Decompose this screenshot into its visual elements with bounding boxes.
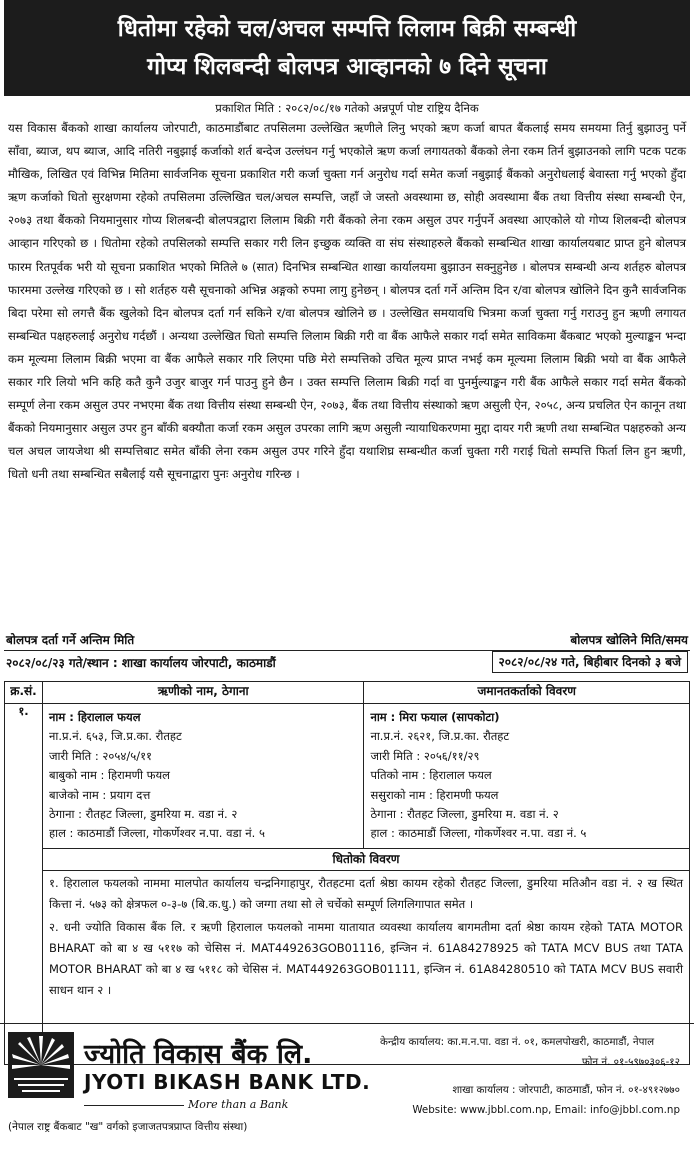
bank-name-nepali: ज्योति विकास बैंक लि. <box>84 1039 313 1070</box>
collateral-item: २. धनी ज्योति विकास बैंक लि. र ऋणी हिरालाल फयलको नाममा यातायात व्यवस्था कार्यालय बागमतीमा दर्ता श्रेष्ठा कायम रहेको TATA MOTOR BHARAT को बा ४ ख ५११७ को चेसिस नं. MAT449263GOB01116, इन्जिन नं. 61A84278925 को TATA MCV BUS तथा TATA MOTOR BHARAT को बा ४ ख ५११८ को चेसिस नं. MAT449263GOB01111, इन्जिन नं. 61A84280510 को TATA MCV BUS सवारी साधन थान २ । <box>49 919 683 997</box>
published-date: प्रकाशित मिति : २०८२/०८/१७ गतेको अन्नपूर्ण पोष्ट राष्ट्रिय दैनिक <box>215 101 479 115</box>
bank-contact <box>380 1032 680 1120</box>
guarantor-line: ना.प्र.नं. २६२१, जि.प्र.का. रौतहट <box>370 729 510 744</box>
bank-name-english: JYOTI BIKASH BANK LTD. <box>84 1070 371 1094</box>
opening-date-value: २०८२/०८/२४ गते, बिहीबार दिनको ३ बजे <box>492 651 689 673</box>
bank-logo <box>8 1032 371 1142</box>
dates-values <box>4 651 690 675</box>
branch-office: शाखा कार्यालय : जोरपाटी, काठमाडौं, फोन नं. ०१-४९१२७७० <box>452 1084 680 1096</box>
borrower-line: बाजेको नाम : प्रयाग दत्त <box>49 787 151 802</box>
guarantor-line: ठेगाना : रौतहट जिल्ला, डुमरिया म. वडा नं. २ <box>370 807 559 822</box>
sn-header: क्र.सं. <box>5 682 43 704</box>
website-email[interactable]: Website: www.jbbl.com.np, Email: info@jbbl.com.np <box>412 1104 680 1116</box>
guarantor-line: पतिको नाम : हिरालाल फयल <box>370 768 492 783</box>
notice-body: यस विकास बैंकको शाखा कार्यालय जोरपाटी, काठमाडौंबाट तपसिलमा उल्लेखित ऋणीले लिनु भएको ऋण कर्जा बापत बैंकलाई समय समयमा तिर्नु बुझाउनु पर्ने साँवा, ब्याज, थप ब्याज, आदि नतिरी नबुझाई कर्जाको शर्त बन्देज उल्लंघन गर्नु भएकोले ऋण कर्जा लगायतको बैंकको लेना रकम तिर्न बुझाउनको लागि पटक पटक मौखिक, लिखित एवं विभिन्न मितिमा सार्वजनिक सूचना प्रकाशित गरी कर्जा चुक्ता गर्न अनुरोध गर्दा समेत कर्जा नबुझाई बैंकको अनुरोधलाई बेवास्ता गर्नु भएको हुँदा ऋण कर्जाको धितो सुरक्षणमा रहेको तपसिलमा उल्लिखित चल/अचल सम्पत्ति, जहाँ जे जस्तो अवस्थामा छ, सोही अवस्थामा बैंक तथा वित्तीय संस्था सम्बन्धी ऐन, २०७३ तथा बैंकको नियमानुसार गोप्य शिलबन्दी बोलपत्रद्वारा लिलाम बिक्री गरी बैंकको लेना रकम असुल उपर गर्नुपर्ने अवस्था आएकोले यो गोप्य शिलबन्दी बोलपत्र आव्हान गरिएको छ । धितोमा रहेको तपसिलको सम्पत्ति सकार गरी लिन इच्छुक व्यक्ति वा संघ संस्थाहरुले बैंकको सम्बन्धित शाखा कार्यालयबाट प्राप्त हुने बोलपत्र फारम रितपूर्वक भरी यो सूचना प्रकाशित भएको मितिले ७ (सात) दिनभित्र सम्बन्धित शाखा कार्यालयमा बुझाउन सक्नुहुनेछ । बोलपत्र सम्बन्धी अन्य शर्तहरु बोलपत्र फारममा उल्लेख गरिएको छ । सो शर्तहरु यसै सूचनाको अभिन्न अङ्गको रुपमा लागु हुनेछन् । बोलपत्र दर्ता गर्ने अन्तिम दिन र/वा बोलपत्र खोलिने दिन कुनै सार्वजनिक बिदा परेमा सो लगत्तै बैंक खुलेको दिन बोलपत्र दर्ता गर्न सकिने र/वा बोलपत्र खोलिने छ । उल्लेखित समयावधि भित्रमा कर्जा चुक्ता गर्नु गराउनु हुन ऋणी लगायत सम्बन्धित पक्षहरुलाई अनुरोध गर्दछौं । अन्यथा उल्लेखित धितो सम्पत्ति लिलाम बिक्री गरी वा बैंक आफैले सकार गर्दा समेत साविकमा बैंकबाट भएको मुल्याङ्कन भन्दा कम मूल्यमा लिलाम बिक्री भएमा वा बैंक आफैले सकार गरि लिएमा पछि मेरो सम्पत्तिको उचित मूल्य प्राप्त नभई कम मूल्यमा लिलाम बिक्री भयो वा बैंक आफैले सकार गरि लियो भनि कहि कतै कुनै उजुर बाजुर गर्न पाउनु हुने छैन । उक्त सम्पत्ति लिलाम बिक्री गर्दा वा पुनर्मुल्याङ्कन गरी बैंक आफैले सकार गर्दा समेत बैंकको सम्पूर्ण लेना रकम असुल उपर नभएमा बैंक तथा वित्तीय संस्था सम्बन्धी ऐन, २०७३, बैंक तथा वित्तीय संस्थाको ऋण असुली ऐन, २०५८, अन्य प्रचलित ऐन कानून तथा बैंकको नियमानुसार असुल उपर हुन बाँकी बक्यौता कर्जा रकम असुल उपरका लागि ऋण असुली न्यायाधिकरणमा मुद्दा दायर गरी ऋणी तथा सम्बन्धित पक्षहरुको अन्य चल अचल जायजेथा श्री सम्पत्तिबाट समेत बाँकी लेना रकम असुल उपर गरिने हुँदा यथाशिघ्र सम्बन्धीत कर्जा चुक्ता गरी गराई धितो सम्पत्ति फिर्ता लिन हुन ऋणी, धितो धनी तथा सम्बन्धित सबैलाई यसै सूचनाद्वारा पुनः अनुरोध गरिन्छ । <box>8 121 687 482</box>
borrower-header: ऋणीको नाम, ठेगाना <box>43 682 364 704</box>
notice-title-line1: धितोमा रहेको चल/अचल सम्पत्ति लिलाम बिक्री सम्बन्धी <box>117 16 577 42</box>
borrower-line: बाबुको नाम : हिरामणी फयल <box>49 768 170 783</box>
tagline-divider <box>84 1105 184 1106</box>
borrower-line: जारी मिति : २०५४/५/११ <box>49 748 153 763</box>
borrower-line: ना.प्र.नं. ६५३, जि.प्र.का. रौतहट <box>49 729 182 744</box>
submit-deadline-value: २०८२/०८/२३ गते/स्थान : शाखा कार्यालय जोरपाटी, काठमाडौं <box>6 656 276 670</box>
borrower-line: ठेगाना : रौतहट जिल्ला, डुमरिया म. वडा नं. २ <box>49 807 238 822</box>
table-row <box>5 704 690 849</box>
collateral-header-row <box>5 848 690 870</box>
guarantor-line: जारी मिति : २०५६/११/२९ <box>370 748 480 763</box>
collateral-item: १. हिरालाल फयलको नाममा मालपोत कार्यालय चन्द्रनिगाहापुर, रौतहटमा दर्ता श्रेष्ठा कायम रहेको रौतहट जिल्ला, डुमरिया मतिऔन वडा नं. २ ख स्थित कित्ता नं. ५७३ को क्षेत्रफल ०-३-७ (बि.क.धु.) को जग्गा तथा सो ले चर्चेको सम्पूर्ण लिगलिगापात समेत । <box>49 875 683 911</box>
borrower-details <box>43 704 364 849</box>
dates-header <box>4 629 690 651</box>
notice-header <box>4 0 690 96</box>
guarantor-details <box>364 704 690 849</box>
bank-footer <box>0 1023 694 1150</box>
bank-tagline: More than a Bank <box>188 1098 289 1111</box>
guarantor-line: हाल : काठमाडौं जिल्ला, गोकर्णेश्वर न.पा. वडा नं. ५ <box>370 826 587 841</box>
table-header-row <box>5 682 690 704</box>
submit-deadline-label: बोलपत्र दर्ता गर्ने अन्तिम मिति <box>6 633 135 647</box>
borrower-line: हाल : काठमाडौं जिल्ला, गोकर्णेश्वर न.पा. वडा नं. ५ <box>49 826 265 841</box>
license-note: (नेपाल राष्ट्र बैंकबाट "ख" वर्गको इजाजतपत्रप्राप्त वित्तीय संस्था) <box>8 1121 248 1133</box>
sunburst-logo-icon <box>8 1032 74 1098</box>
head-office-phone: फोन नं. ०१-५९७०३०६-१२ <box>581 1056 680 1068</box>
guarantor-name: नाम : मिरा फयाल (सापकोटा) <box>370 710 500 724</box>
guarantor-line: ससुराको नाम : हिरामणी फयल <box>370 787 499 802</box>
head-office: केन्द्रीय कार्यालय: का.म.न.पा. वडा नं. ०१, कमलपोखरी, काठमाडौं, नेपाल <box>380 1036 655 1048</box>
collateral-header: धितोको विवरण <box>43 848 690 870</box>
borrower-table <box>4 681 690 1065</box>
guarantor-header: जमानतकर्ताको विवरण <box>364 682 690 704</box>
borrower-name: नाम : हिरालाल फयल <box>49 710 141 724</box>
opening-date-label: बोलपत्र खोलिने मिति/समय <box>570 633 688 647</box>
notice-title-line2: गोप्य शिलबन्दी बोलपत्र आव्हानको ७ दिने सूचना <box>147 54 547 80</box>
serial-number: १. <box>5 704 43 1065</box>
